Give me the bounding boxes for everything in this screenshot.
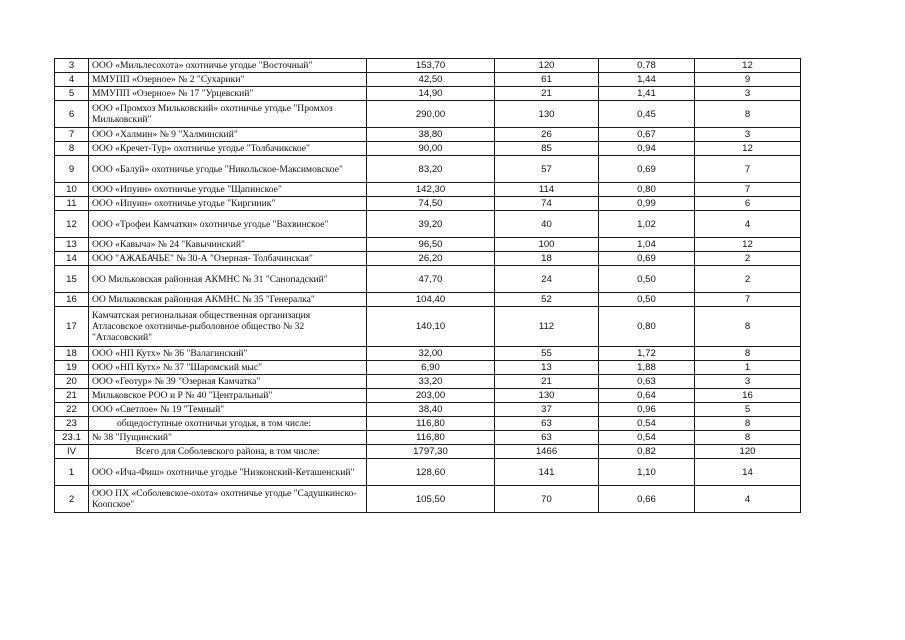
row-number-cell: 18 — [55, 347, 89, 361]
row-name-cell: ООО «Мильлесохота» охотничье угодье "Восточный" — [89, 59, 367, 73]
row-last-cell: 8 — [695, 307, 801, 347]
row-number-cell: 12 — [55, 211, 89, 238]
row-area-cell: 203,00 — [367, 389, 495, 403]
row-count-cell: 1466 — [495, 445, 599, 459]
table-body — [55, 59, 801, 513]
row-name-cell: ООО «НП Кутх» № 37 "Шаромский мыс" — [89, 361, 367, 375]
table-row — [55, 403, 801, 417]
row-count-cell: 130 — [495, 101, 599, 128]
row-count-cell: 26 — [495, 128, 599, 142]
table-row — [55, 252, 801, 266]
row-name-cell: ООО «Ипуин» охотничье угодье "Киргиник" — [89, 197, 367, 211]
row-count-cell: 13 — [495, 361, 599, 375]
row-ratio-cell: 0,54 — [599, 417, 695, 431]
row-area-cell: 105,50 — [367, 486, 495, 513]
row-count-cell: 63 — [495, 431, 599, 445]
row-last-cell: 3 — [695, 375, 801, 389]
row-area-cell: 142,30 — [367, 183, 495, 197]
row-ratio-cell: 0,66 — [599, 486, 695, 513]
hunting-grounds-table — [54, 58, 801, 513]
row-last-cell: 3 — [695, 87, 801, 101]
row-number-cell: 14 — [55, 252, 89, 266]
row-ratio-cell: 0,54 — [599, 431, 695, 445]
row-number-cell: 16 — [55, 293, 89, 307]
row-area-cell: 153,70 — [367, 59, 495, 73]
row-ratio-cell: 1,10 — [599, 459, 695, 486]
row-last-cell: 8 — [695, 101, 801, 128]
row-name-cell: ООО «Кречет-Тур» охотничье угодье "Толбачикское" — [89, 142, 367, 156]
row-count-cell: 52 — [495, 293, 599, 307]
row-number-cell: 3 — [55, 59, 89, 73]
row-ratio-cell: 1,41 — [599, 87, 695, 101]
row-count-cell: 18 — [495, 252, 599, 266]
row-ratio-cell: 0,64 — [599, 389, 695, 403]
row-area-cell: 6,90 — [367, 361, 495, 375]
table-row — [55, 375, 801, 389]
row-area-cell: 14,90 — [367, 87, 495, 101]
row-last-cell: 12 — [695, 59, 801, 73]
row-count-cell: 114 — [495, 183, 599, 197]
row-number-cell: 13 — [55, 238, 89, 252]
row-ratio-cell: 0,82 — [599, 445, 695, 459]
row-area-cell: 96,50 — [367, 238, 495, 252]
table-row — [55, 101, 801, 128]
table-row — [55, 73, 801, 87]
row-area-cell: 1797,30 — [367, 445, 495, 459]
row-area-cell: 33,20 — [367, 375, 495, 389]
row-count-cell: 40 — [495, 211, 599, 238]
row-count-cell: 63 — [495, 417, 599, 431]
row-ratio-cell: 0,45 — [599, 101, 695, 128]
table-row — [55, 293, 801, 307]
row-area-cell: 38,40 — [367, 403, 495, 417]
row-area-cell: 116,80 — [367, 431, 495, 445]
row-ratio-cell: 0,99 — [599, 197, 695, 211]
row-last-cell: 1 — [695, 361, 801, 375]
row-count-cell: 21 — [495, 375, 599, 389]
row-number-cell: 6 — [55, 101, 89, 128]
row-count-cell: 112 — [495, 307, 599, 347]
row-number-cell: 11 — [55, 197, 89, 211]
row-number-cell: 23 — [55, 417, 89, 431]
row-ratio-cell: 1,44 — [599, 73, 695, 87]
table-row — [55, 197, 801, 211]
row-area-cell: 290,00 — [367, 101, 495, 128]
row-count-cell: 130 — [495, 389, 599, 403]
row-number-cell: 10 — [55, 183, 89, 197]
table-row — [55, 417, 801, 431]
row-last-cell: 7 — [695, 293, 801, 307]
table-row — [55, 128, 801, 142]
row-number-cell: IV — [55, 445, 89, 459]
table-row — [55, 266, 801, 293]
row-number-cell: 17 — [55, 307, 89, 347]
row-name-cell: ООО «НП Кутх» № 36 "Валагинский" — [89, 347, 367, 361]
row-count-cell: 21 — [495, 87, 599, 101]
row-number-cell: 5 — [55, 87, 89, 101]
row-count-cell: 24 — [495, 266, 599, 293]
row-last-cell: 9 — [695, 73, 801, 87]
row-ratio-cell: 1,88 — [599, 361, 695, 375]
row-name-cell: Всего для Соболевского района, в том числе: — [89, 445, 367, 459]
table-row — [55, 238, 801, 252]
row-area-cell: 90,00 — [367, 142, 495, 156]
row-last-cell: 8 — [695, 347, 801, 361]
row-area-cell: 42,50 — [367, 73, 495, 87]
table-row — [55, 183, 801, 197]
row-name-cell: ООО «Халмин» № 9 "Халминский" — [89, 128, 367, 142]
row-name-cell: ООО «Геотур» № 39 "Озерная Камчатка" — [89, 375, 367, 389]
row-name-cell: ООО «Светлое» № 19 "Темный" — [89, 403, 367, 417]
row-count-cell: 61 — [495, 73, 599, 87]
row-name-cell: ООО ПХ «Соболевское-охота» охотничье угодье "Садушкинско-Коопское" — [89, 486, 367, 513]
row-last-cell: 3 — [695, 128, 801, 142]
row-name-cell: ООО «Трофеи Камчатки» охотничье угодье "Вахвинское" — [89, 211, 367, 238]
row-last-cell: 12 — [695, 238, 801, 252]
row-count-cell: 70 — [495, 486, 599, 513]
row-name-cell: ООО «Ича-Фиш» охотничье угодье "Низконский-Кеташенский" — [89, 459, 367, 486]
row-number-cell: 9 — [55, 156, 89, 183]
row-name-cell: Мильковское РОО и Р № 40 "Центральный" — [89, 389, 367, 403]
table-row — [55, 445, 801, 459]
row-number-cell: 8 — [55, 142, 89, 156]
row-last-cell: 7 — [695, 156, 801, 183]
row-last-cell: 2 — [695, 266, 801, 293]
row-last-cell: 2 — [695, 252, 801, 266]
row-ratio-cell: 0,80 — [599, 183, 695, 197]
row-name-cell: ООО «Промхоз Мильковский» охотничье угодье "Промхоз Мильковский" — [89, 101, 367, 128]
row-name-cell: общедоступные охотничьи угодья, в том числе: — [89, 417, 367, 431]
row-number-cell: 21 — [55, 389, 89, 403]
row-last-cell: 6 — [695, 197, 801, 211]
row-last-cell: 5 — [695, 403, 801, 417]
table-row — [55, 389, 801, 403]
row-last-cell: 4 — [695, 211, 801, 238]
row-ratio-cell: 0,63 — [599, 375, 695, 389]
row-number-cell: 15 — [55, 266, 89, 293]
row-area-cell: 140,10 — [367, 307, 495, 347]
row-ratio-cell: 1,04 — [599, 238, 695, 252]
row-area-cell: 38,80 — [367, 128, 495, 142]
row-name-cell: Камчатская региональная общественная организация Атласовское охотничье-рыболовное общество № 32 "Атласовский" — [89, 307, 367, 347]
table-row — [55, 361, 801, 375]
row-ratio-cell: 0,69 — [599, 156, 695, 183]
row-area-cell: 39,20 — [367, 211, 495, 238]
row-last-cell: 8 — [695, 431, 801, 445]
row-ratio-cell: 1,72 — [599, 347, 695, 361]
row-ratio-cell: 0,96 — [599, 403, 695, 417]
table-row — [55, 486, 801, 513]
row-number-cell: 2 — [55, 486, 89, 513]
row-name-cell: ММУПП «Озерное» № 2 "Сухарики" — [89, 73, 367, 87]
row-name-cell: № 38 "Пущинский" — [89, 431, 367, 445]
row-name-cell: ОО Мильковская районная АКМНС № 35 "Генералка" — [89, 293, 367, 307]
row-count-cell: 120 — [495, 59, 599, 73]
row-name-cell: ООО «Ипуин» охотничье угодье "Щапинское" — [89, 183, 367, 197]
row-ratio-cell: 0,94 — [599, 142, 695, 156]
row-count-cell: 74 — [495, 197, 599, 211]
row-count-cell: 37 — [495, 403, 599, 417]
row-last-cell: 120 — [695, 445, 801, 459]
row-area-cell: 128,60 — [367, 459, 495, 486]
row-count-cell: 57 — [495, 156, 599, 183]
row-last-cell: 14 — [695, 459, 801, 486]
row-ratio-cell: 0,50 — [599, 293, 695, 307]
row-ratio-cell: 0,69 — [599, 252, 695, 266]
row-area-cell: 116,80 — [367, 417, 495, 431]
row-ratio-cell: 1,02 — [599, 211, 695, 238]
row-name-cell: ООО «Балуй» охотничье угодье "Никольское-Максимовское" — [89, 156, 367, 183]
row-count-cell: 55 — [495, 347, 599, 361]
row-area-cell: 32,00 — [367, 347, 495, 361]
row-last-cell: 7 — [695, 183, 801, 197]
row-name-cell: ООО "АЖАБАЧЬЕ" № 30-А "Озерная- Толбачинская" — [89, 252, 367, 266]
row-number-cell: 1 — [55, 459, 89, 486]
row-count-cell: 85 — [495, 142, 599, 156]
row-count-cell: 141 — [495, 459, 599, 486]
table-row — [55, 211, 801, 238]
table-row — [55, 307, 801, 347]
table-row — [55, 156, 801, 183]
row-last-cell: 12 — [695, 142, 801, 156]
row-last-cell: 8 — [695, 417, 801, 431]
row-area-cell: 104,40 — [367, 293, 495, 307]
row-number-cell: 19 — [55, 361, 89, 375]
row-last-cell: 4 — [695, 486, 801, 513]
row-last-cell: 16 — [695, 389, 801, 403]
row-ratio-cell: 0,50 — [599, 266, 695, 293]
row-number-cell: 22 — [55, 403, 89, 417]
row-number-cell: 23.1 — [55, 431, 89, 445]
row-name-cell: ООО «Кавыча» № 24 "Кавычинский" — [89, 238, 367, 252]
row-ratio-cell: 0,80 — [599, 307, 695, 347]
row-count-cell: 100 — [495, 238, 599, 252]
table-row — [55, 347, 801, 361]
table-row — [55, 87, 801, 101]
row-area-cell: 47,70 — [367, 266, 495, 293]
row-name-cell: ОО Мильковская районная АКМНС № 31 "Санопадский" — [89, 266, 367, 293]
row-number-cell: 7 — [55, 128, 89, 142]
row-name-cell: ММУПП «Озерное» № 17 "Урцевский" — [89, 87, 367, 101]
row-number-cell: 20 — [55, 375, 89, 389]
row-number-cell: 4 — [55, 73, 89, 87]
row-ratio-cell: 0,78 — [599, 59, 695, 73]
row-area-cell: 74,50 — [367, 197, 495, 211]
table-row — [55, 142, 801, 156]
row-area-cell: 83,20 — [367, 156, 495, 183]
table-row — [55, 459, 801, 486]
row-ratio-cell: 0,67 — [599, 128, 695, 142]
table-row — [55, 431, 801, 445]
table-row — [55, 59, 801, 73]
row-area-cell: 26,20 — [367, 252, 495, 266]
